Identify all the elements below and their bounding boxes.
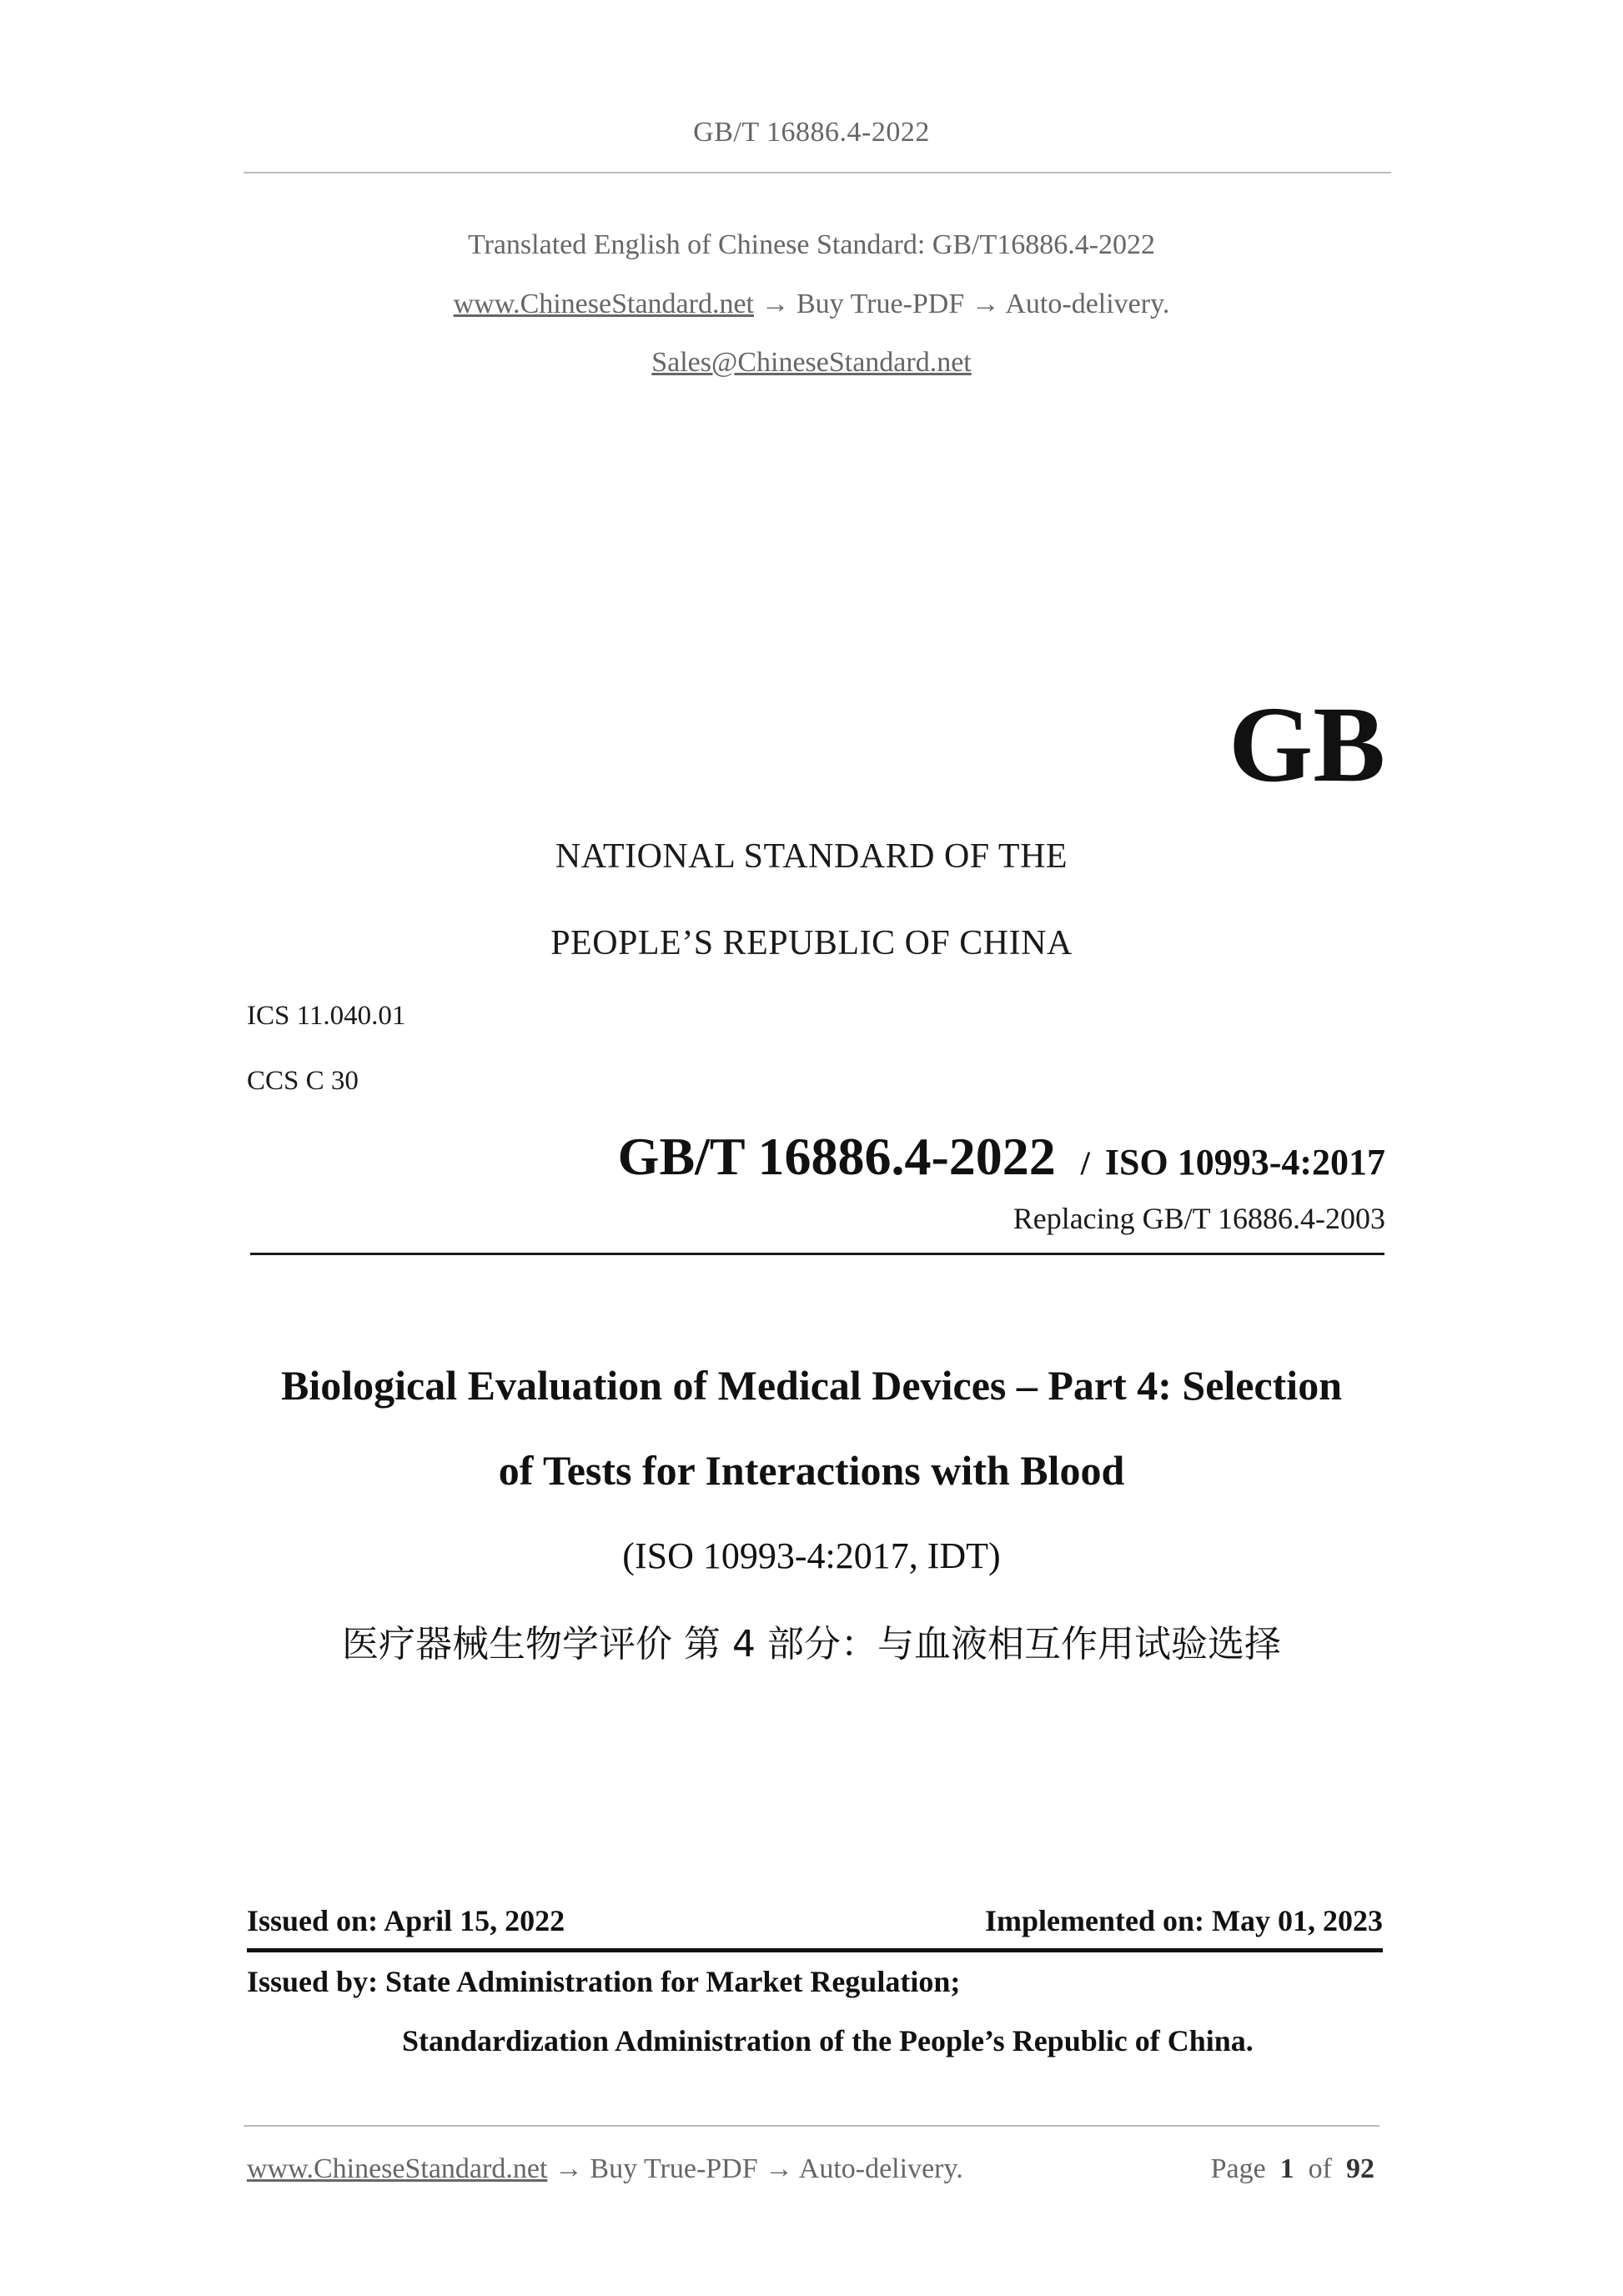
issued-by-line-1: Issued by: State Administration for Market Regulation;	[247, 1965, 961, 1998]
page-number: 1	[1279, 2153, 1294, 2184]
standard-number	[618, 1126, 1385, 1188]
page-indicator	[1211, 2153, 1374, 2185]
number-separator: /	[1080, 1144, 1090, 1182]
gb-mark: GB	[1229, 685, 1385, 805]
document-title-line-2: of Tests for Interactions with Blood	[498, 1447, 1125, 1494]
implemented-on-date: Implemented on: May 01, 2023	[985, 1904, 1383, 1937]
issue-divider	[247, 1948, 1383, 1952]
document-title-line-1: Biological Evaluation of Medical Devices – Part 4: Selection	[280, 1362, 1343, 1409]
footer-buy-text: → Buy True-PDF → Auto-delivery.	[547, 2153, 963, 2184]
chinese-title: 医疗器械生物学评价 第 4 部分：与血液相互作用试验选择	[342, 1623, 1281, 1665]
national-standard-line-2: PEOPLE’S REPUBLIC OF CHINA	[550, 924, 1073, 962]
ccs-code: CCS C 30	[247, 1066, 359, 1096]
sales-email-link[interactable]: Sales@ChineseStandard.net	[651, 347, 972, 378]
iso-standard-number: ISO 10993-4:2017	[1104, 1142, 1385, 1183]
footer-site-link[interactable]: www.ChineseStandard.net	[247, 2153, 548, 2184]
standard-number-divider	[250, 1253, 1384, 1255]
running-header-title: GB/T 16886.4-2022	[693, 117, 930, 148]
chinesestandard-site-link[interactable]: www.ChineseStandard.net	[453, 289, 754, 319]
issued-on-date: Issued on: April 15, 2022	[247, 1904, 565, 1937]
page-label: Page	[1210, 2153, 1266, 2184]
footer-promo	[247, 2153, 963, 2185]
gb-standard-number: GB/T 16886.4-2022	[617, 1127, 1056, 1186]
header-divider	[244, 172, 1391, 173]
replacing-standard: Replacing GB/T 16886.4-2003	[1012, 1202, 1385, 1235]
ics-code: ICS 11.040.01	[247, 1001, 406, 1031]
national-standard-line-1: NATIONAL STANDARD OF THE	[555, 837, 1068, 876]
promo-buy-text: → Buy True-PDF → Auto-delivery.	[754, 289, 1170, 319]
of-label: of	[1308, 2153, 1332, 2184]
footer-divider	[244, 2125, 1379, 2127]
promo-email-line	[0, 347, 1623, 379]
issued-by-line-2: Standardization Administration of the People’s Republic of China.	[402, 2024, 1254, 2057]
translated-notice: Translated English of Chinese Standard: GB/T16886.4-2022	[467, 229, 1156, 260]
iso-equivalence: (ISO 10993-4:2017, IDT)	[622, 1535, 1001, 1576]
promo-buy-line	[0, 289, 1623, 320]
page-total: 92	[1346, 2153, 1374, 2184]
